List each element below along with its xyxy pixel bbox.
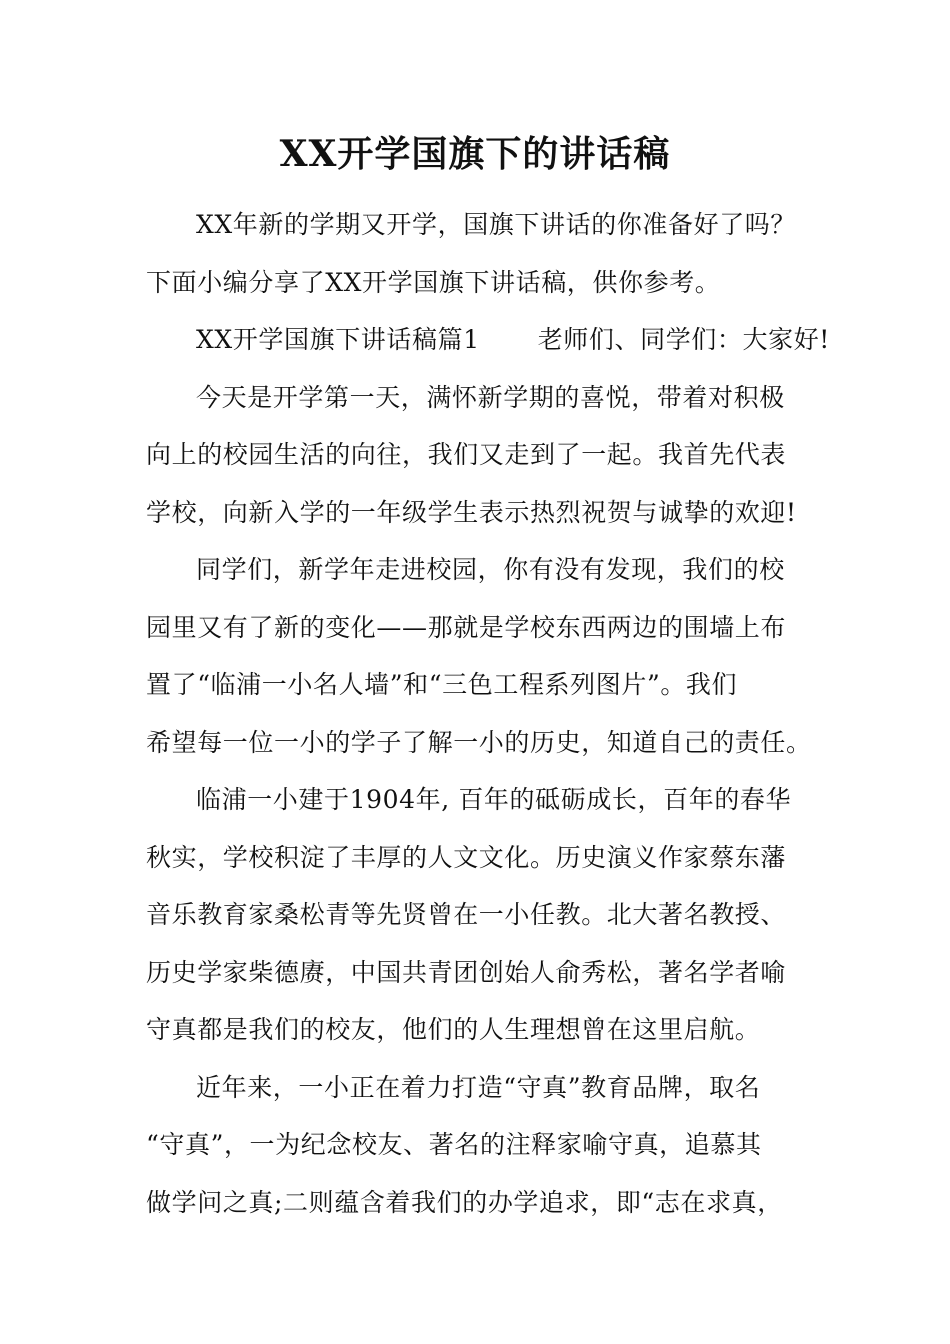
paragraph-line: “守真”，一为纪念校友、著名的注释家喻守真，追慕其 <box>146 1130 762 1159</box>
document-body <box>146 196 830 1231</box>
paragraph-line: 守真都是我们的校友，他们的人生理想曾在这里启航。 <box>146 1015 761 1044</box>
paragraph-line: 做学问之真;二则蕴含着我们的办学追求，即“志在求真， <box>146 1187 783 1217</box>
paragraph-line: XX年新的学期又开学，国旗下讲话的你准备好了吗？ <box>196 210 796 239</box>
paragraph-line: 今天是开学第一天，满怀新学期的喜悦，带着对积极 <box>196 382 785 412</box>
paragraph-line: 园里又有了新的变化——那就是学校东西两边的围墙上布 <box>146 612 787 642</box>
paragraph-line: 向上的校园生活的向往，我们又走到了一起。我首先代表 <box>146 440 787 469</box>
paragraph-line: 下面小编分享了XX开学国旗下讲话稿，供你参考。 <box>146 267 721 297</box>
document-title: XX开学国旗下的讲话稿 <box>279 133 671 175</box>
paragraph-line: 希望每一位一小的学子了解一小的历史，知道自己的责任。 <box>146 727 812 757</box>
paragraph-line: 置了“临浦一小名人墙”和“三色工程系列图片”。我们 <box>146 670 738 699</box>
paragraph-line: 历史学家柴德赓，中国共青团创始人俞秀松，著名学者喻 <box>146 957 787 987</box>
paragraph-line: 秋实，学校积淀了丰厚的人文文化。历史演义作家蔡东藩 <box>146 842 787 872</box>
paragraph-line: 音乐教育家桑松青等先贤曾在一小任教。北大著名教授、 <box>146 900 787 929</box>
section-heading-line <box>146 311 830 369</box>
section-heading: XX开学国旗下讲话稿篇1 <box>196 325 480 354</box>
paragraph-line: 临浦一小建于1904年, 百年的砥砺成长，百年的春华 <box>196 785 792 814</box>
greeting: 老师们、同学们：大家好! <box>537 325 830 354</box>
paragraph-line: 近年来，一小正在着力打造“守真”教育品牌，取名 <box>196 1072 761 1102</box>
paragraph-line: 学校，向新入学的一年级学生表示热烈祝贺与诚挚的欢迎! <box>146 497 797 527</box>
paragraph-line: 同学们，新学年走进校园，你有没有发现，我们的校 <box>196 555 785 584</box>
